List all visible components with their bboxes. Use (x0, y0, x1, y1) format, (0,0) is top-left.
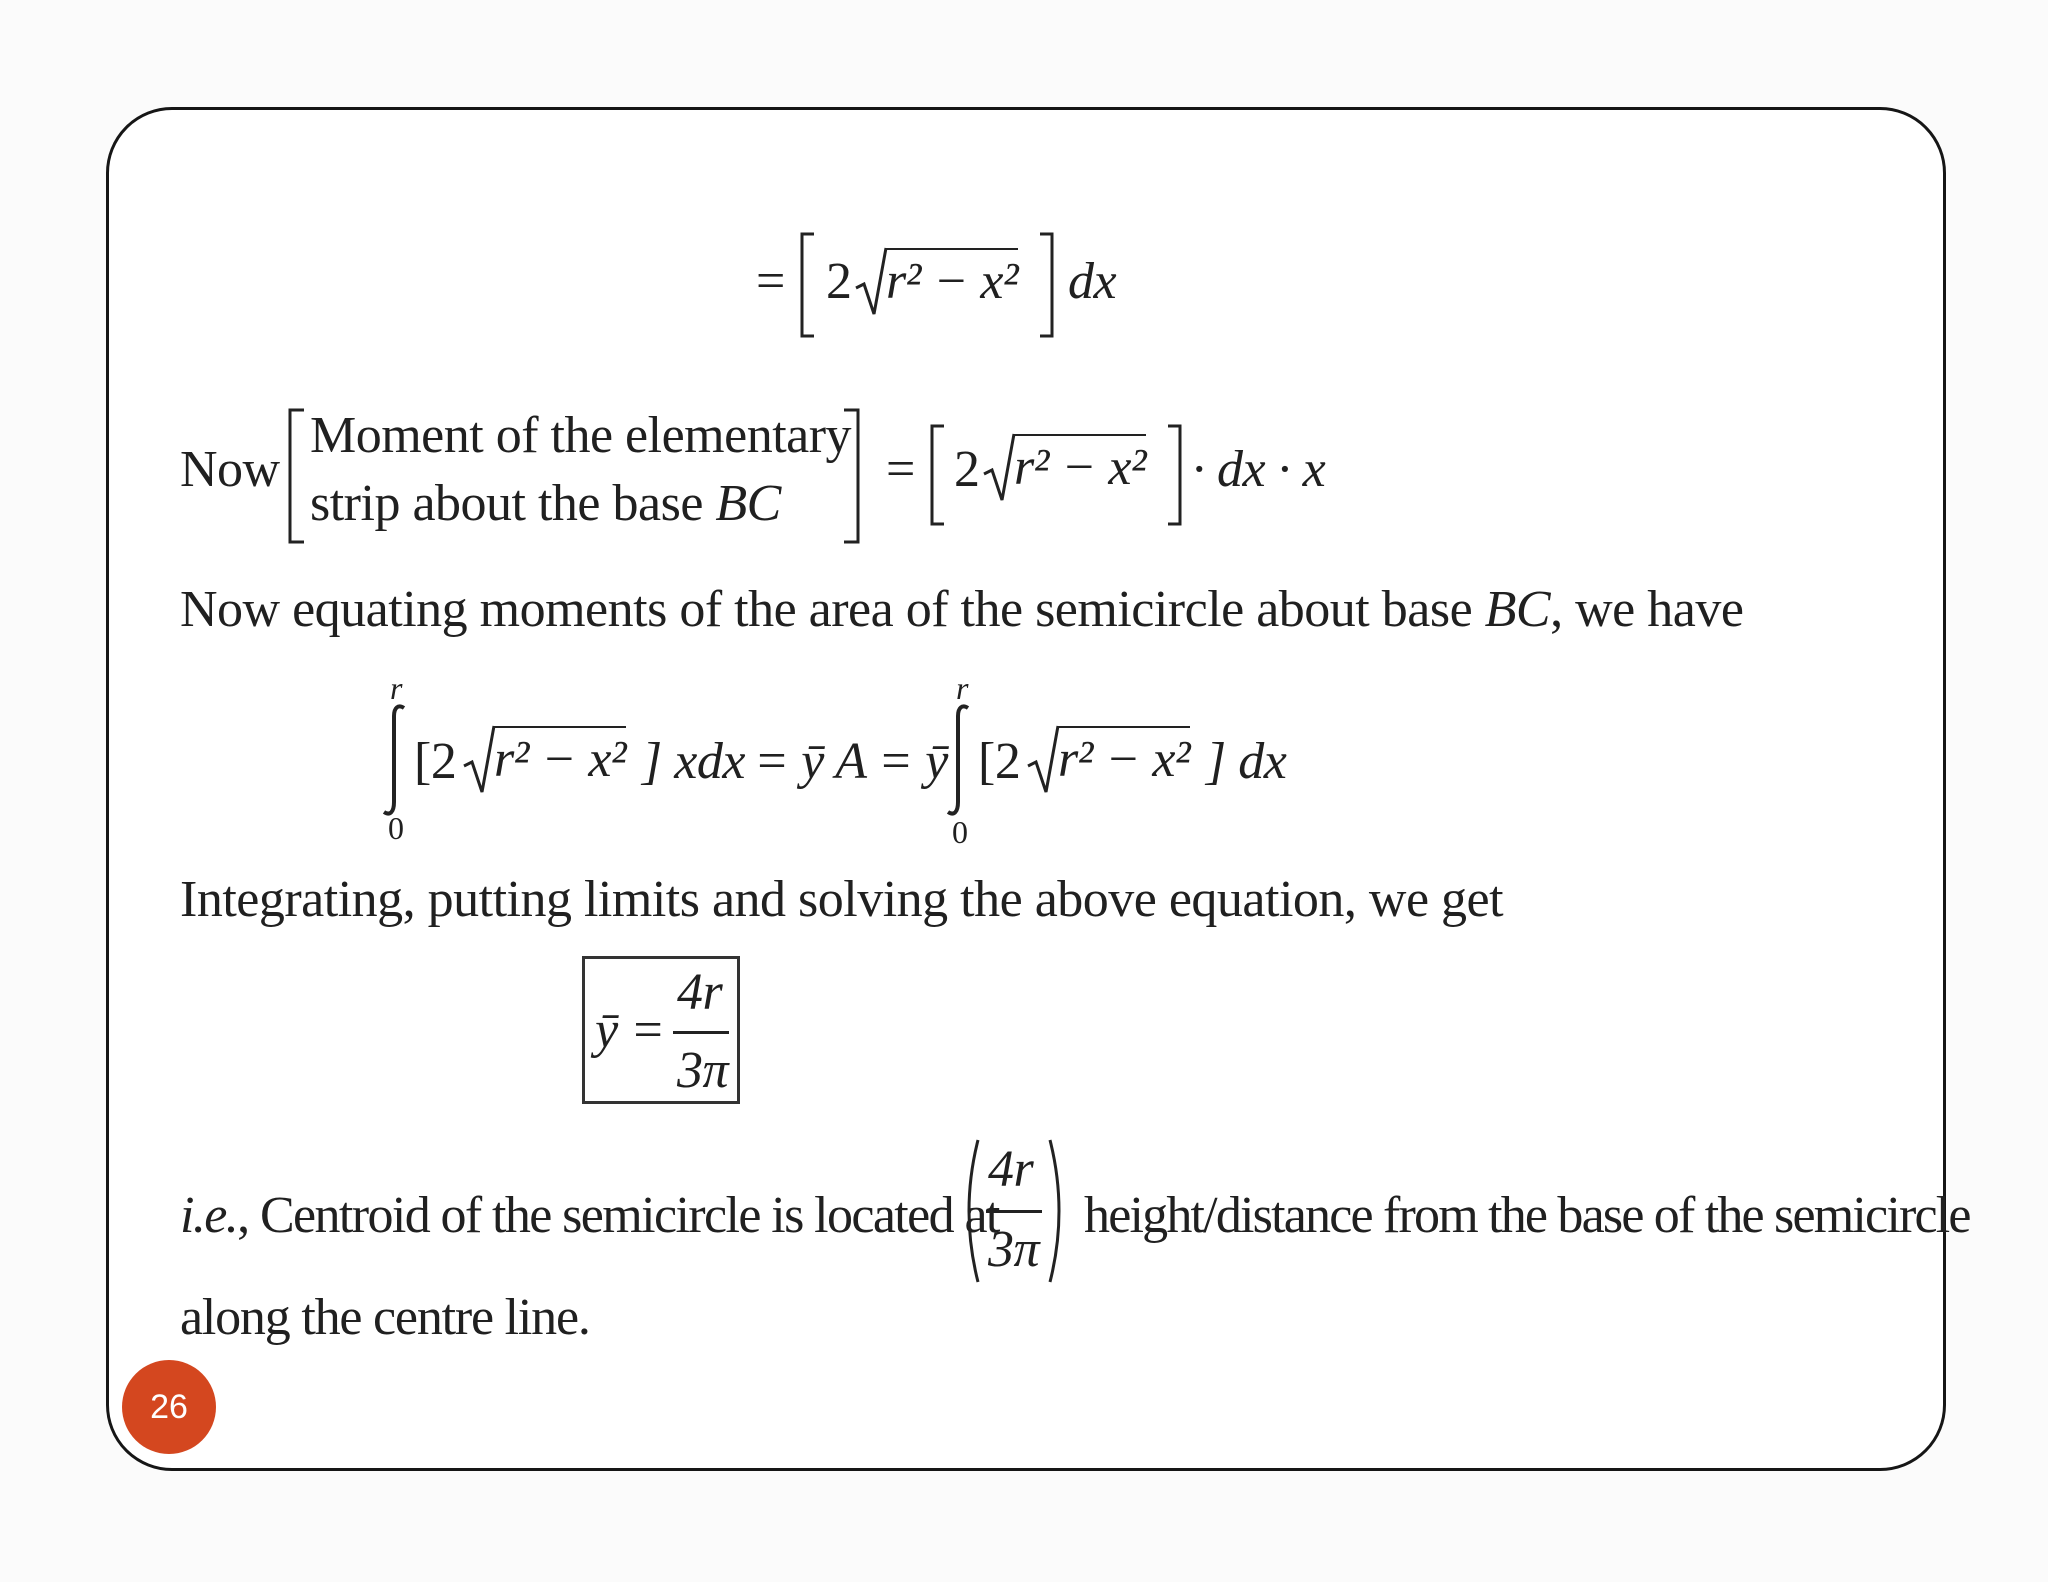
radical-icon (854, 244, 888, 318)
left-bracket-icon (284, 406, 308, 546)
integral1-radicand: r² − x² (494, 726, 626, 789)
moment-line2-var: BC (715, 475, 781, 532)
integral-sign-icon (380, 702, 410, 818)
moment-line2-prefix: strip about the base (310, 475, 716, 532)
left-bracket-icon (796, 230, 818, 340)
moment-lead: Now (180, 441, 280, 498)
right-bracket-icon (1036, 230, 1058, 340)
integral-sign-icon (944, 702, 974, 818)
radical-icon (1026, 722, 1060, 796)
moment-coef: 2 (954, 441, 980, 498)
result-denominator: 3π (677, 1042, 729, 1099)
integral2-open: [2 (978, 733, 1021, 790)
equating-suffix: , we have (1550, 581, 1744, 638)
moment-equation (180, 400, 1360, 550)
conclusion-line2: along the centre line. (180, 1289, 590, 1346)
integral-middle: = ȳ A = ȳ (754, 733, 948, 790)
equating-var: BC (1484, 581, 1551, 638)
conclusion-line1 (180, 1130, 1970, 1290)
integral1-upper-limit: r (390, 670, 402, 706)
right-paren-icon (1046, 1136, 1070, 1286)
equating-prefix: Now equating moments of the area of the semicircle about base (180, 581, 1485, 638)
conclusion-fraction-bar (986, 1210, 1042, 1213)
moment-tail: · dx · x (1192, 441, 1326, 498)
equating-paragraph (180, 580, 1743, 639)
integral1-lower-limit: 0 (388, 810, 404, 846)
eq1-tail: dx (1068, 253, 1117, 310)
conclusion-denominator: 3π (988, 1221, 1040, 1278)
result-lhs: ȳ = (595, 1002, 665, 1059)
integral2-close: ] dx (1206, 733, 1287, 790)
integral-equation (370, 670, 1310, 860)
moment-equals: = (886, 441, 915, 498)
result-fraction-bar (673, 1031, 729, 1034)
integral2-radicand: r² − x² (1058, 726, 1190, 789)
right-bracket-icon (1164, 422, 1186, 528)
integrating-paragraph: Integrating, putting limits and solving the above equation, we get (180, 871, 1504, 928)
integral1-open: [2 (414, 733, 457, 790)
moment-bracket-line2 (310, 474, 781, 533)
eq1-radicand: r² − x² (886, 248, 1018, 311)
result-box (582, 956, 740, 1104)
moment-bracket-line1: Moment of the elementary (310, 407, 852, 464)
equation-strip-area (756, 230, 1136, 340)
left-paren-icon (958, 1136, 982, 1286)
integral2-lower-limit: 0 (952, 814, 968, 850)
result-numerator: 4r (677, 964, 723, 1021)
moment-radicand: r² − x² (1014, 434, 1146, 497)
right-bracket-icon (840, 406, 864, 546)
radical-icon (462, 722, 496, 796)
conclusion-suffix: height/distance from the base of the semicircle (1084, 1187, 1970, 1244)
conclusion-prefix (180, 1186, 999, 1245)
left-bracket-icon (926, 422, 948, 528)
eq1-coef: 2 (826, 253, 852, 310)
eq1-equals: = (756, 253, 785, 310)
radical-icon (982, 430, 1016, 504)
integral2-upper-limit: r (956, 670, 968, 706)
conclusion-prefix-text: , Centroid of the semicircle is located at (237, 1187, 999, 1244)
integral1-close: ] xdx (642, 733, 745, 790)
conclusion-ie: i.e. (180, 1187, 238, 1244)
conclusion-numerator: 4r (988, 1141, 1034, 1198)
slide-number-badge: 26 (122, 1360, 216, 1454)
